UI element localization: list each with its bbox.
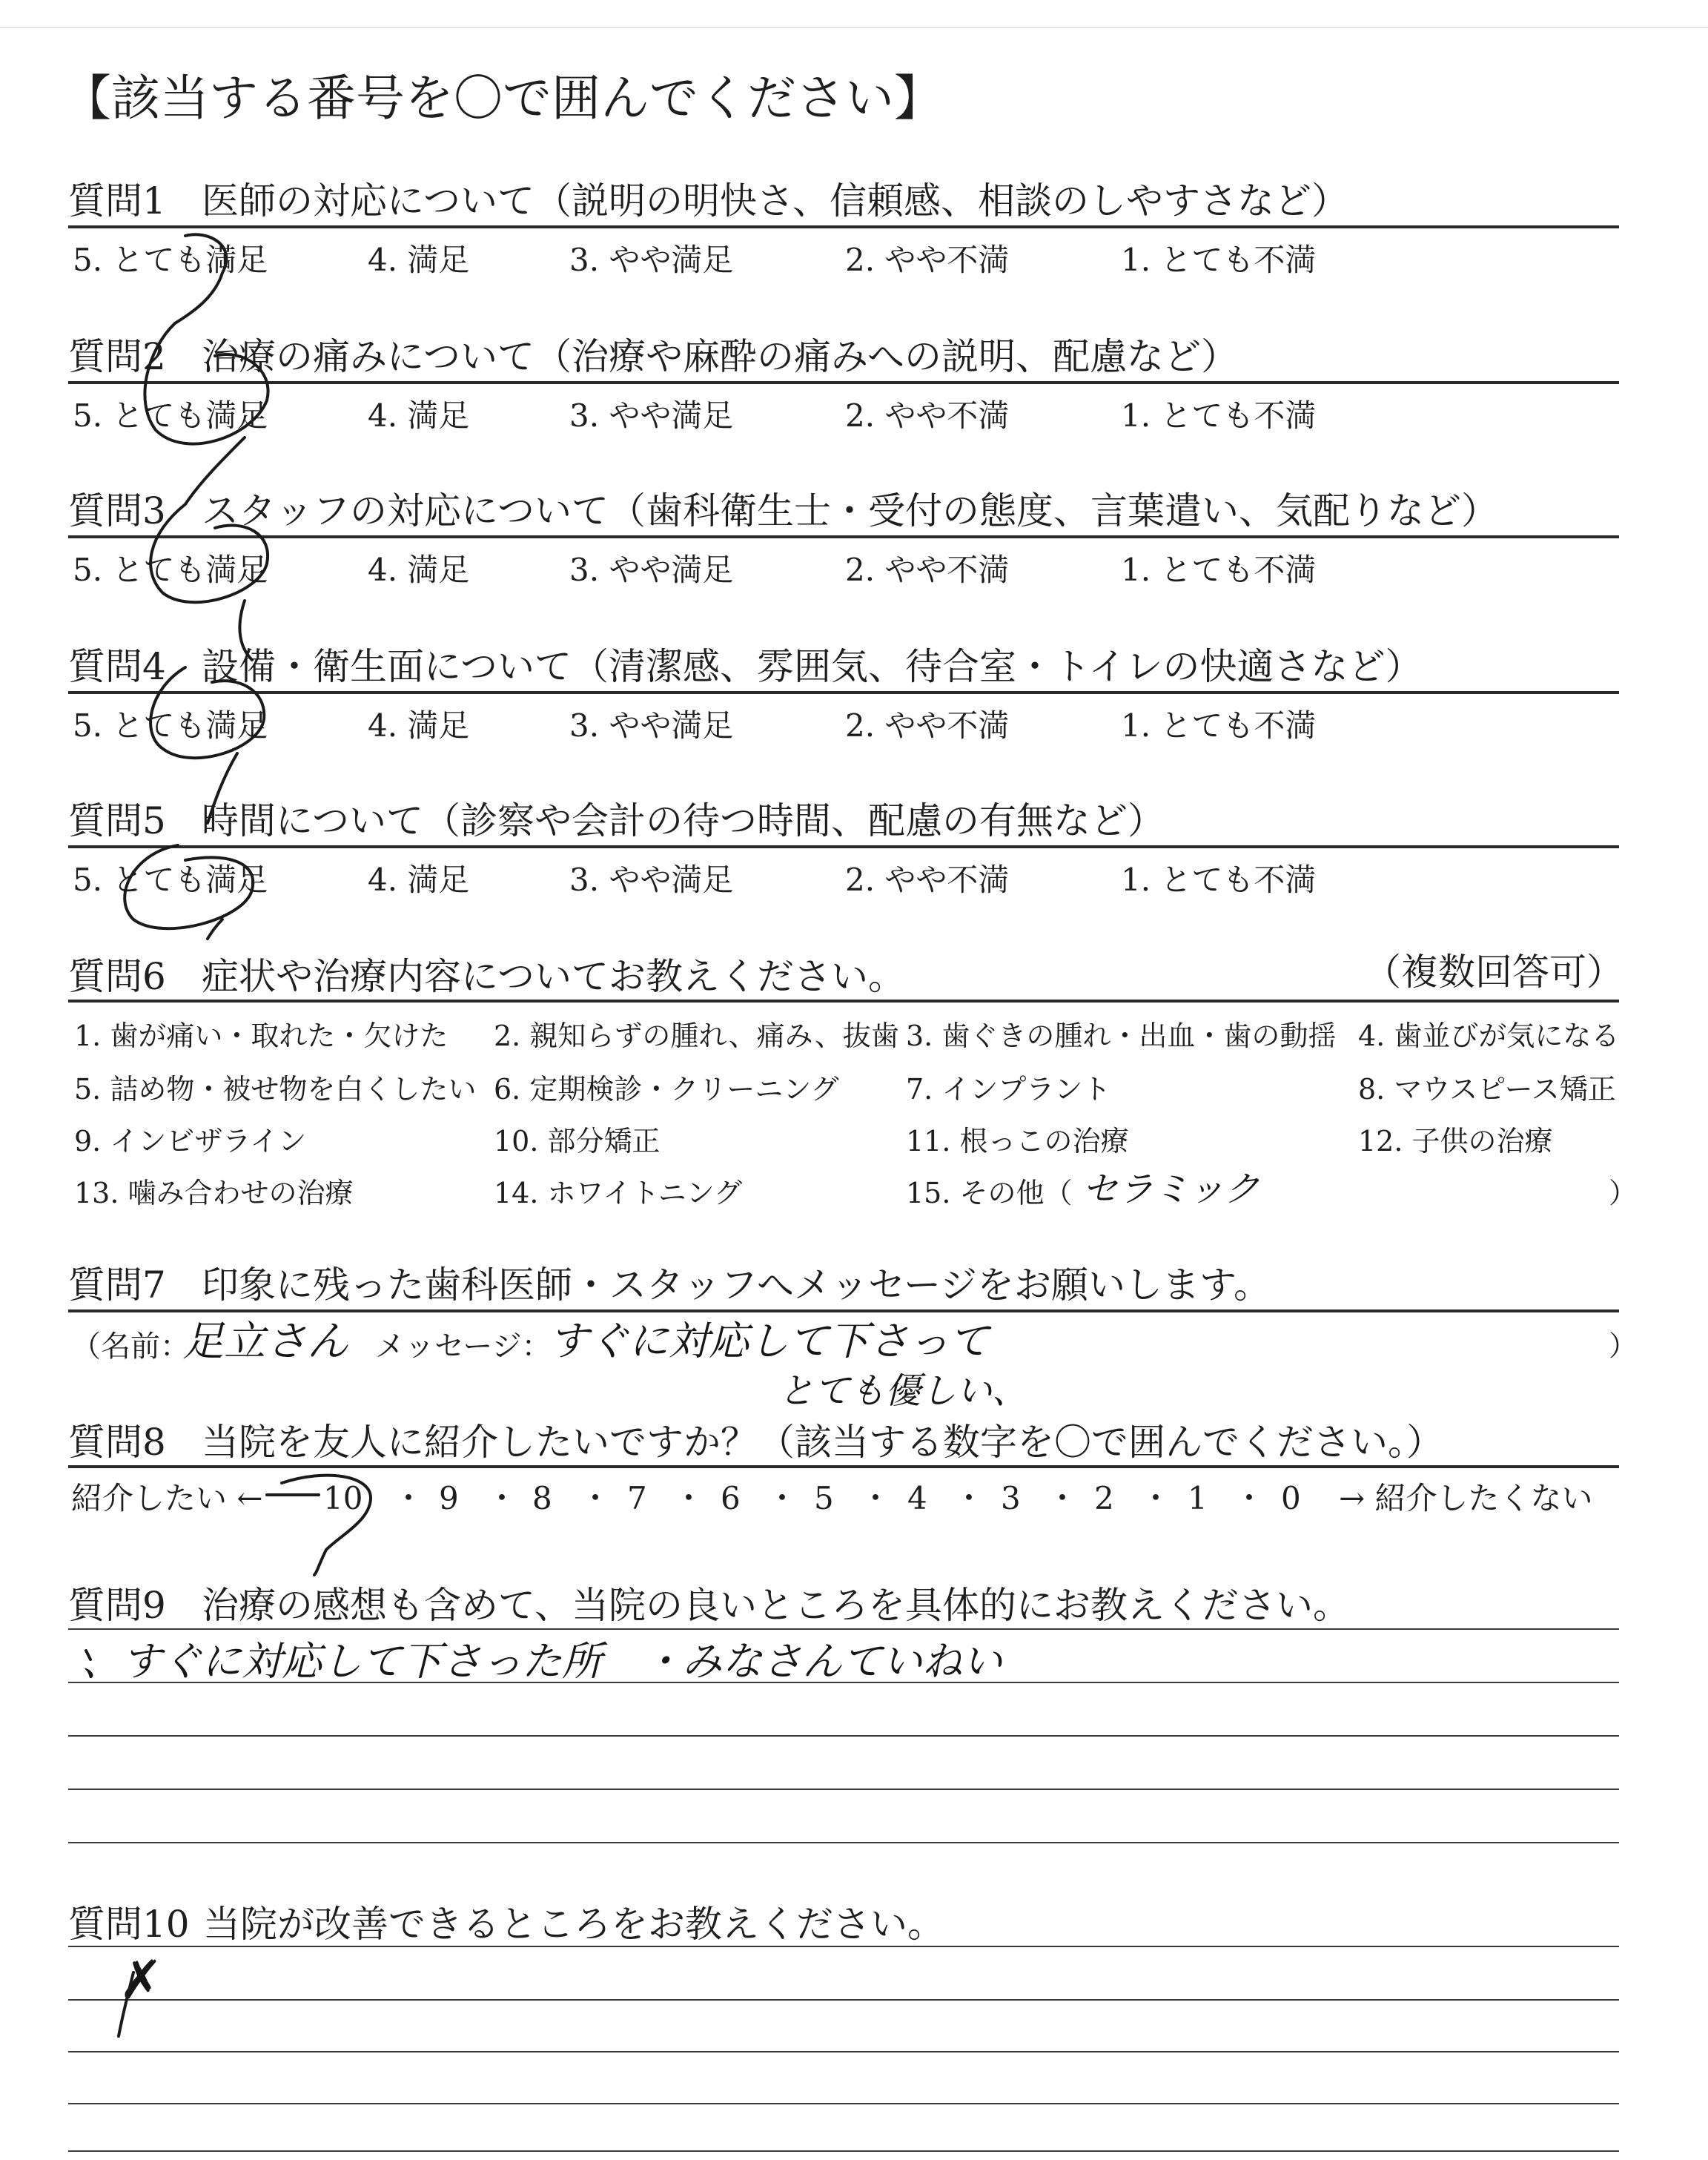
question-text: 医師の対応について（説明の明快さ、信頼感、相談のしやすさなど） [202, 179, 1348, 222]
choice-3[interactable]: 3. やや満足 [569, 397, 734, 434]
option-3[interactable]: 3. 歯ぐきの腫れ・出血・歯の動揺 [906, 1020, 1337, 1052]
choice-3[interactable]: 3. やや満足 [569, 862, 734, 898]
multiple-answers-note: （複数回答可） [1364, 951, 1623, 994]
choice-4[interactable]: 4. 満足 [368, 552, 470, 588]
answer-line [68, 1946, 1619, 1947]
answer-line [68, 1842, 1619, 1843]
scale-9[interactable]: 9 [439, 1480, 459, 1516]
message-line-2-handwritten: とても優しい、 [778, 1370, 1028, 1412]
good-points-answer-handwritten: 、すぐに対応して下さった所 ・みなさんていねい [82, 1638, 1002, 1685]
answer-line [68, 2150, 1619, 2152]
message-line-1-handwritten: すぐに対応して下さって [549, 1318, 989, 1364]
choice-5[interactable]: 5. とても満足 [73, 862, 268, 898]
question-heading [68, 1903, 944, 1946]
question-text: 治療の感想も含めて、当院の良いところを具体的にお教えください。 [202, 1584, 1350, 1627]
option-13[interactable]: 13. 噛み合わせの治療 [74, 1177, 354, 1209]
question-text: スタッフの対応について（歯科衛生士・受付の態度、言葉遣い、気配りなど） [202, 489, 1498, 532]
choice-3[interactable]: 3. やや満足 [569, 242, 734, 278]
scale-3[interactable]: 3 [1001, 1480, 1021, 1516]
question-heading [68, 489, 1498, 532]
question-underline [68, 845, 1619, 848]
question-underline [68, 1000, 1619, 1003]
scale-separator: ・ [486, 1480, 518, 1516]
scale-separator: ・ [393, 1480, 425, 1516]
scale-separator: ・ [1047, 1480, 1079, 1516]
choice-5[interactable]: 5. とても満足 [73, 242, 268, 278]
recommend-left-label: 紹介したい ← [71, 1480, 263, 1516]
question-number: 質問3 [68, 489, 166, 532]
improvement-answer-handwritten: ✗ [119, 1949, 164, 2011]
option-15-close: ） [1609, 1177, 1638, 1209]
scale-6[interactable]: 6 [721, 1480, 741, 1516]
question-number: 質問7 [68, 1264, 166, 1307]
question-underline [68, 1309, 1619, 1312]
option-10[interactable]: 10. 部分矯正 [494, 1125, 661, 1157]
scale-10[interactable]: 10 [323, 1480, 363, 1516]
scale-separator: ・ [580, 1480, 612, 1516]
choice-1[interactable]: 1. とても不満 [1121, 862, 1317, 898]
answer-line [68, 1682, 1619, 1683]
choice-3[interactable]: 3. やや満足 [569, 707, 734, 744]
scale-separator: ・ [953, 1480, 985, 1516]
question-text: 症状や治療内容についてお教えください。 [202, 955, 905, 998]
question-number: 質問4 [68, 645, 166, 688]
scan-top-edge [0, 27, 1708, 28]
choice-3[interactable]: 3. やや満足 [569, 552, 734, 588]
answer-line [68, 2051, 1619, 2052]
question-heading [68, 645, 1423, 688]
choice-5[interactable]: 5. とても満足 [73, 707, 268, 744]
scale-8[interactable]: 8 [532, 1480, 552, 1516]
question-text: 設備・衛生面について（清潔感、雰囲気、待合室・トイレの快適さなど） [202, 645, 1423, 688]
question-number: 質問8 [68, 1421, 166, 1464]
choice-2[interactable]: 2. やや不満 [845, 707, 1010, 744]
question-number: 質問10 [68, 1903, 190, 1946]
question-text: 時間について（診察や会計の待つ時間、配慮の有無など） [202, 799, 1165, 842]
option-15[interactable]: 15. その他（ [906, 1177, 1073, 1209]
choice-1[interactable]: 1. とても不満 [1121, 242, 1317, 278]
question-text: 当院が改善できるところをお教えください。 [203, 1903, 944, 1946]
option-8[interactable]: 8. マウスピース矯正 [1358, 1073, 1616, 1106]
answer-line [68, 2103, 1619, 2104]
question-heading [68, 1264, 1271, 1307]
choice-2[interactable]: 2. やや不満 [845, 242, 1010, 278]
question-underline [68, 535, 1619, 538]
option-14[interactable]: 14. ホワイトニング [494, 1177, 743, 1209]
scale-separator: ・ [860, 1480, 892, 1516]
other-answer-handwritten: セラミック [1082, 1169, 1260, 1210]
scale-0[interactable]: 0 [1281, 1480, 1301, 1516]
choice-5[interactable]: 5. とても満足 [73, 552, 268, 588]
scale-separator: ・ [1140, 1480, 1172, 1516]
answer-line [68, 1628, 1619, 1630]
question-number: 質問1 [68, 179, 166, 222]
name-label: （名前： [71, 1330, 190, 1364]
question-heading [68, 1421, 1443, 1464]
option-2[interactable]: 2. 親知らずの腫れ、痛み、抜歯 [494, 1020, 899, 1052]
question-number: 質問6 [68, 955, 166, 998]
question-text: 印象に残った歯科医師・スタッフへメッセージをお願いします。 [202, 1264, 1271, 1307]
option-5[interactable]: 5. 詰め物・被せ物を白くしたい [74, 1073, 477, 1106]
scale-separator: ・ [673, 1480, 705, 1516]
option-11[interactable]: 11. 根っこの治療 [906, 1125, 1129, 1157]
choice-2[interactable]: 2. やや不満 [845, 552, 1010, 588]
option-6[interactable]: 6. 定期検診・クリーニング [494, 1073, 839, 1106]
scale-7[interactable]: 7 [627, 1480, 647, 1516]
question-text: 治療の痛みについて（治療や麻酔の痛みへの説明、配慮など） [202, 335, 1238, 378]
option-4[interactable]: 4. 歯並びが気になる [1358, 1020, 1620, 1052]
question-heading [68, 955, 905, 998]
question-number: 質問9 [68, 1584, 166, 1627]
choice-2[interactable]: 2. やや不満 [845, 397, 1010, 434]
option-12[interactable]: 12. 子供の治療 [1358, 1125, 1553, 1157]
answer-line [68, 1999, 1619, 2001]
choice-5[interactable]: 5. とても満足 [73, 397, 268, 434]
answer-line [68, 1789, 1619, 1790]
message-label: メッセージ： [375, 1330, 552, 1364]
answer-line [68, 1735, 1619, 1737]
option-1[interactable]: 1. 歯が痛い・取れた・欠けた [74, 1020, 448, 1052]
question-underline [68, 691, 1619, 694]
scale-4[interactable]: 4 [907, 1480, 927, 1516]
scale-separator: ・ [767, 1480, 798, 1516]
message-close: ） [1609, 1330, 1638, 1362]
question-heading [68, 1584, 1350, 1627]
question-text: 当院を友人に紹介したいですか？（該当する数字を〇で囲んでください。） [202, 1421, 1443, 1464]
scale-separator: ・ [1234, 1480, 1265, 1516]
question-underline [68, 1465, 1619, 1468]
page-title: 【該当する番号を〇で囲んでください】 [62, 70, 943, 127]
choice-1[interactable]: 1. とても不満 [1121, 552, 1317, 588]
choice-2[interactable]: 2. やや不満 [845, 862, 1010, 898]
recommend-right-label: → 紹介したくない [1339, 1480, 1593, 1516]
question-number: 質問5 [68, 799, 166, 842]
scale-2[interactable]: 2 [1094, 1480, 1114, 1516]
choice-1[interactable]: 1. とても不満 [1121, 707, 1317, 744]
choice-1[interactable]: 1. とても不満 [1121, 397, 1317, 434]
choice-4[interactable]: 4. 満足 [368, 397, 470, 434]
scale-5[interactable]: 5 [814, 1480, 834, 1516]
question-heading [68, 335, 1238, 378]
question-heading [68, 799, 1165, 842]
question-heading [68, 179, 1348, 222]
choice-4[interactable]: 4. 満足 [368, 707, 470, 744]
staff-name-handwritten: 足立さん [182, 1318, 348, 1366]
circle-mark-q5-tail [208, 919, 222, 939]
option-7[interactable]: 7. インプラント [906, 1073, 1111, 1106]
choice-4[interactable]: 4. 満足 [368, 242, 470, 278]
choice-4[interactable]: 4. 満足 [368, 862, 470, 898]
scale-1[interactable]: 1 [1188, 1480, 1208, 1516]
question-underline [68, 381, 1619, 384]
question-number: 質問2 [68, 335, 166, 378]
question-underline [68, 225, 1619, 228]
option-9[interactable]: 9. インビザライン [74, 1125, 307, 1157]
